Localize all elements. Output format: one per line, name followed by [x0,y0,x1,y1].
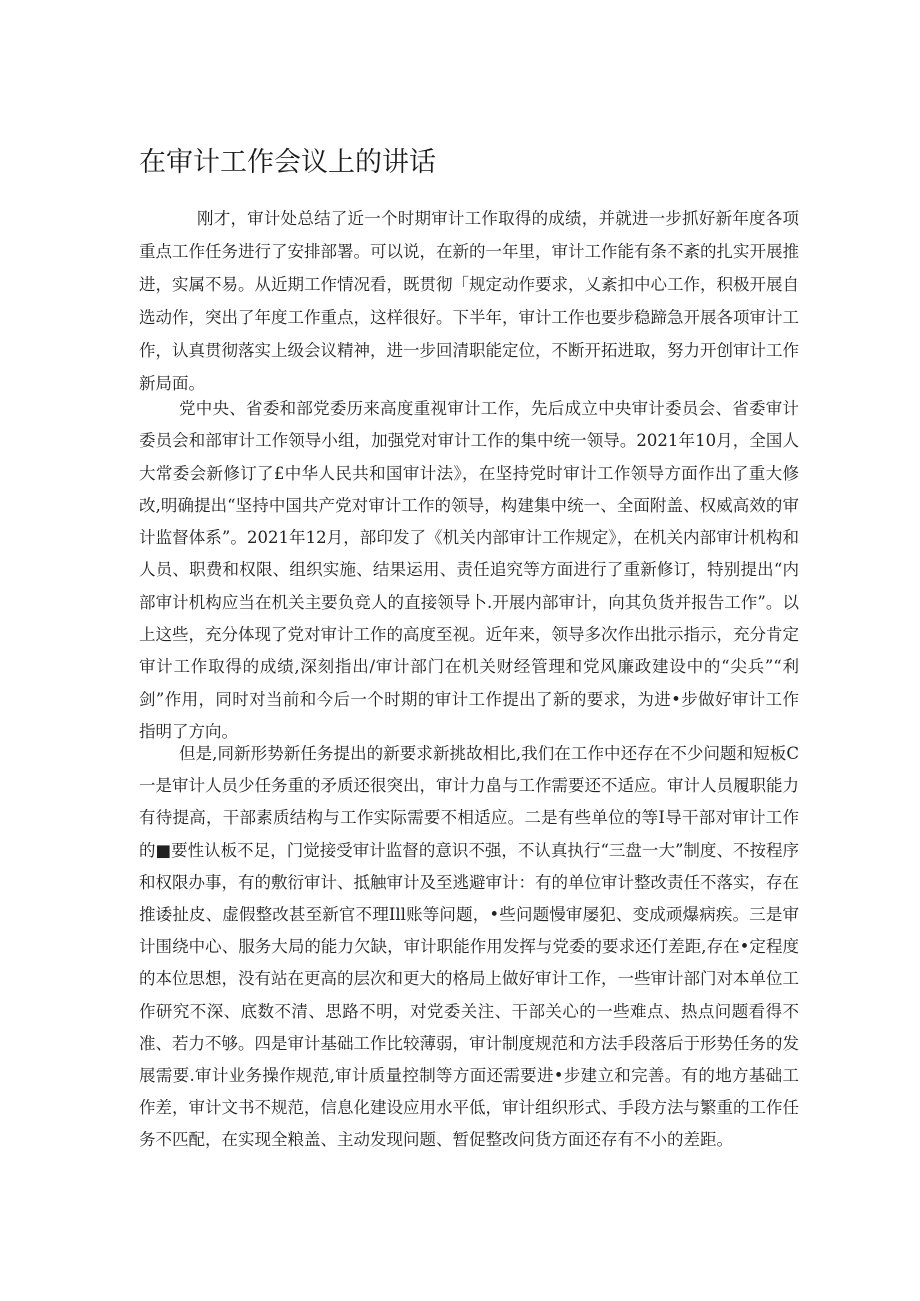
paragraph-3: 但是,同新形势新任务提出的新要求新挑故相比,我们在工作中还存在不少问题和短板C一是审计人员少任务重的矛质还很突出，审计力畠与工作需要还不适应。审计人员履职能力有待提高，干部素质结构与工作实际需要不相适应。二是有些单位的等I导干部对审计工作的■要性认板不足，门觉接受审计监督的意识不强，不认真执行“三盘一大”制度、不按程序和权限办事，有的敷衍审计、抵触审计及至逃避审计：有的单位审计整改责任不落实，存在推诿扯皮、虚假整改甚至新官不理Ill账等问题，•些问题慢审屡犯、变成顽爆病疾。三是审计围绕中心、服务大局的能力欠缺，审计职能作用发挥与党委的要求还仃差距,存在•定程度的本位思想，没有站在更高的层次和更大的格局上做好审计工作，一些审计部门对本单位工作研究不深、底数不清、思路不明，对党委关注、干部关心的一些难点、热点问题看得不准、若力不够。四是审计基础工作比较薄弱，审计制度规范和方法手段落后于形势任务的发展需要.审计业务操作规范,审计质量控制等方面还需要进•步建立和完善。有的地方基础工作差，审计文书不规范，信息化建设应用水平低，审计组织形式、手段方法与繁重的工作任务不匹配，在实现全粮盖、主动发现问题、暂促整改问货方面还存有不小的差距。 [139,744,799,1150]
page-title: 在审计工作会议上的讲话 [139,147,436,178]
paragraph-1: 刚才，审计处总结了近一个时期审计工作取得的成绩，并就进一步抓好新年度各项重点工作任务进行了安排部署。可以说，在新的一年里，审计工作能有条不紊的扎实开展推进，实属不易。从近期工作情况看，既贯彻「规定动作要求，乂紊扣中心工作，积极开展自选动作，突出了年度工作重点，这样很好。下半年，审计工作也要步稳蹄急开展各项审计工作，认真贯彻落实上级会议精神，进一步回清职能定位，不断开拓进取，努力开创审计工作新局面。 [139,209,799,393]
paragraph-2: 党中央、省委和部党委历来高度重视审计工作，先后成立中央审计委员会、省委审计委员会和部审计工作领导小组，加强党对审计工作的集中统一领导。2021年10月，全国人大常委会新修订了£中华人民共和国审计法》，在坚持党时审计工作领导方面作出了重大修改,明确提出“坚持中国共产党对审计工作的领导，构建集中统一、全面附盖、权威高效的审计监督体系”。2021年12月，部印发了《机关内部审计工作规定》，在机关内部审计机构和人员、职费和权限、组织实施、结果运用、责任追究等方面进行了重新修订，特别提出“内部审计机构应当在机关主要负竞人的直接领导卜.开展内部审计，向其负货并报告工作”。以上这些，充分体现了党对审计工作的高度至视。近年来，领导多次作出批示指示，充分肯定审计工作取得的成绩,深刻指出/审计部门在机关财经管理和党风廉政建设中的“尖兵”“利剑”作用，同时对当前和今后一个时期的审计工作提出了新的要求，为进•步做好审计工作指明了方向。 [139,399,799,741]
